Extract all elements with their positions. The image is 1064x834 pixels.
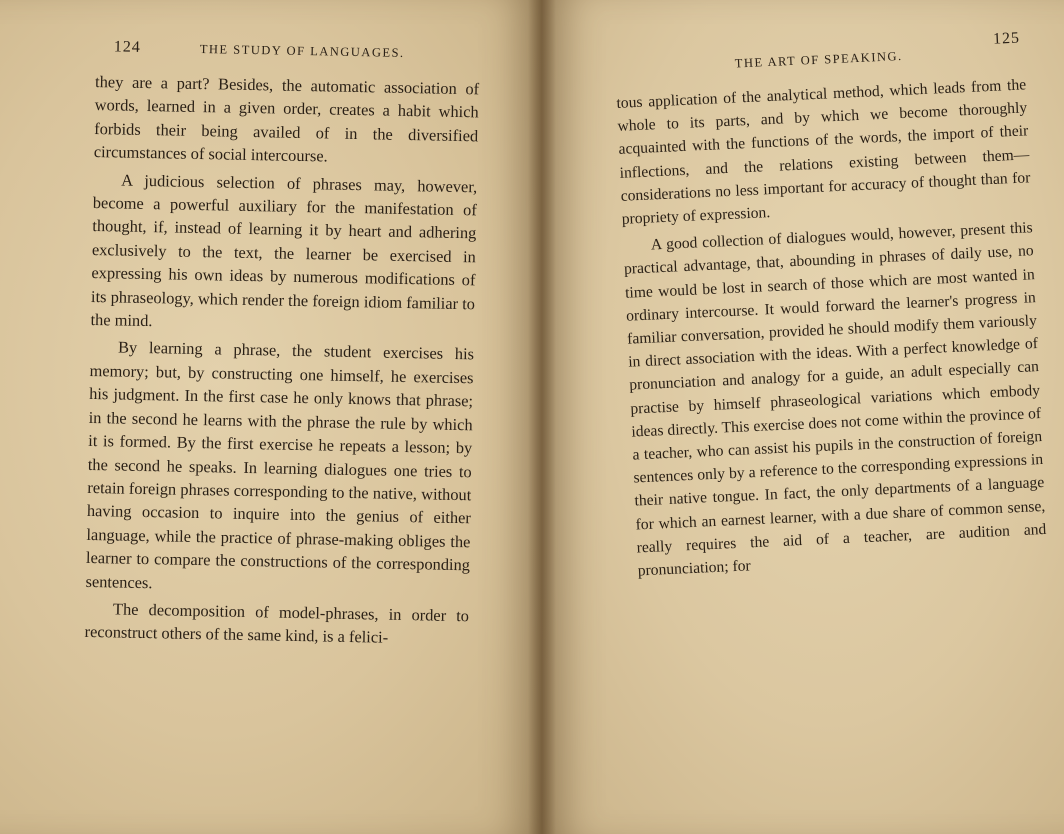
right-page-number: 125 xyxy=(992,29,1021,48)
right-text-block xyxy=(614,29,1048,582)
right-paragraph-1: tous application of the analytical method, which leads from the whole to its parts, and by which we become thoroughly acquainted with the functions of the words, the import of their inflections, and the relations existing between them—considerations no less important for accuracy of thought than for propriety of expression. xyxy=(616,76,1031,228)
right-page xyxy=(542,0,1064,834)
left-paragraph-3: By learning a phrase, the student exercises his memory; but, by constructing one himself, he exercises his judgment. In the first case he only knows that phrase; in the second he learns with the phrase the rule by which it is formed. By the first exercise he repeats a lesson; by the second he speaks. In learning dialogues one tries to retain foreign phrases corresponding to the native, without having occasion to inquire into the genius of either language, while the practice of phrase-making obliges the learner to compare the constructions of the corresponding sentences. xyxy=(85,337,475,592)
left-running-title: THE STUDY OF LANGUAGES. xyxy=(199,41,405,60)
left-page-number: 124 xyxy=(113,38,141,56)
left-paragraph-1: they are a part? Besides, the automatic association of words, learned in a given order, creates a habit which forbids their being availed of in the diversified circumstances of social intercourse. xyxy=(93,71,480,166)
right-paragraph-2: A good collection of dialogues would, however, present this practical advantage, that, abounding in phrases of daily use, no time would be lost in search of those which are most wanted in ordinary intercourse. It would forward the learner's progress in familiar conversation, provided he should modify them variously in direct association with the ideas. With a perfect knowledge of pronunciation and analogy for a guide, an adult especially can practise by himself phraseological variations which embody ideas directly. This exercise does not come within the province of a teacher, who can assist his pupils in the construction of foreign sentences only by a reference to the corresponding expressions in their native tongue. In fact, the only departments of a language for which an earnest learner, with a due share of common sense, really requires the aid of a teacher, are audition and pronunciation; for xyxy=(623,219,1047,580)
book-gutter xyxy=(528,0,556,834)
left-paragraph-4: The decomposition of model-phrases, in order to reconstruct others of the same kind, is a felici- xyxy=(84,599,470,648)
right-running-title: THE ART OF SPEAKING. xyxy=(734,48,903,71)
left-paragraph-2: A judicious selection of phrases may, however, become a powerful auxiliary for the manifestation of thought, if, instead of learning it by heart and adhering exclusively to the text, the learner be exercised in expressing his own ideas by numerous modifications of its phraseology, which render the foreign idiom familiar to the mind. xyxy=(90,170,478,331)
left-text-block xyxy=(84,38,480,651)
